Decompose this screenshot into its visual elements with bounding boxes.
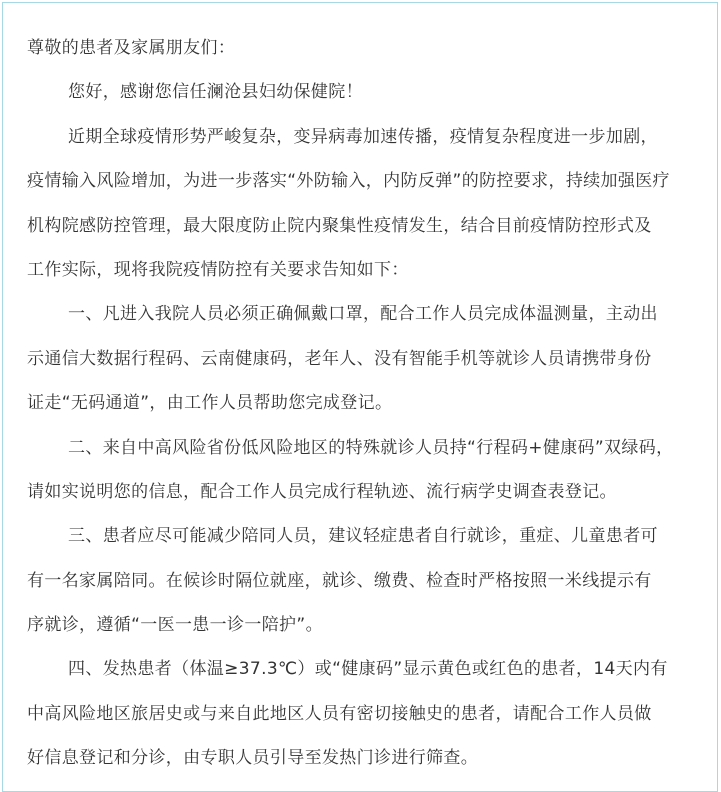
intro-line-3: 机构院感防控管理，最大限度防止院内聚集性疫情发生，结合目前疫情防控形式及 <box>27 215 652 236</box>
item-1-line-2: 示通信大数据行程码、云南健康码，老年人、没有智能手机等就诊人员请携带身份 <box>27 348 652 369</box>
item-3-line-2: 有一名家属陪同。在候诊时隔位就座，就诊、缴费、检查时严格按照一米线提示有 <box>27 570 652 591</box>
notice-body <box>27 26 707 781</box>
item-2-line-2: 请如实说明您的信息，配合工作人员完成行程轨迹、流行病学史调查表登记。 <box>27 481 617 502</box>
item-1-line-1: 一、凡进入我院人员必须正确佩戴口罩，配合工作人员完成体温测量，主动出 <box>68 304 658 325</box>
item-4-line-1: 四、发热患者（体温≥37.3℃）或“健康码”显示黄色或红色的患者，14天内有 <box>68 659 668 680</box>
notice-frame <box>2 2 718 792</box>
intro-line-4: 工作实际，现将我院疫情防控有关要求告知如下： <box>27 259 409 280</box>
item-4-line-2: 中高风险地区旅居史或与来自此地区人员有密切接触史的患者，请配合工作人员做 <box>27 703 652 724</box>
intro-line-2: 疫情输入风险增加，为进一步落实“外防输入，内防反弹”的防控要求，持续加强医疗 <box>27 171 670 192</box>
item-4-line-3: 好信息登记和分诊，由专职人员引导至发热门诊进行筛查。 <box>27 748 479 769</box>
item-3-line-1: 三、患者应尽可能减少陪同人员，建议轻症患者自行就诊，重症、儿童患者可 <box>68 526 658 547</box>
item-3-line-3: 序就诊，遵循“一医一患一诊一陪护”。 <box>27 615 323 636</box>
welcome-line: 您好，感谢您信任澜沧县妇幼保健院！ <box>68 82 363 103</box>
item-1-line-3: 证走“无码通道”，由工作人员帮助您完成登记。 <box>27 393 393 414</box>
item-2-line-1: 二、来自中高风险省份低风险地区的特殊就诊人员持“行程码+健康码”双绿码， <box>68 437 674 458</box>
intro-line-1: 近期全球疫情形势严峻复杂，变异病毒加速传播，疫情复杂程度进一步加剧， <box>68 126 658 147</box>
greeting-line: 尊敬的患者及家属朋友们： <box>27 38 236 58</box>
